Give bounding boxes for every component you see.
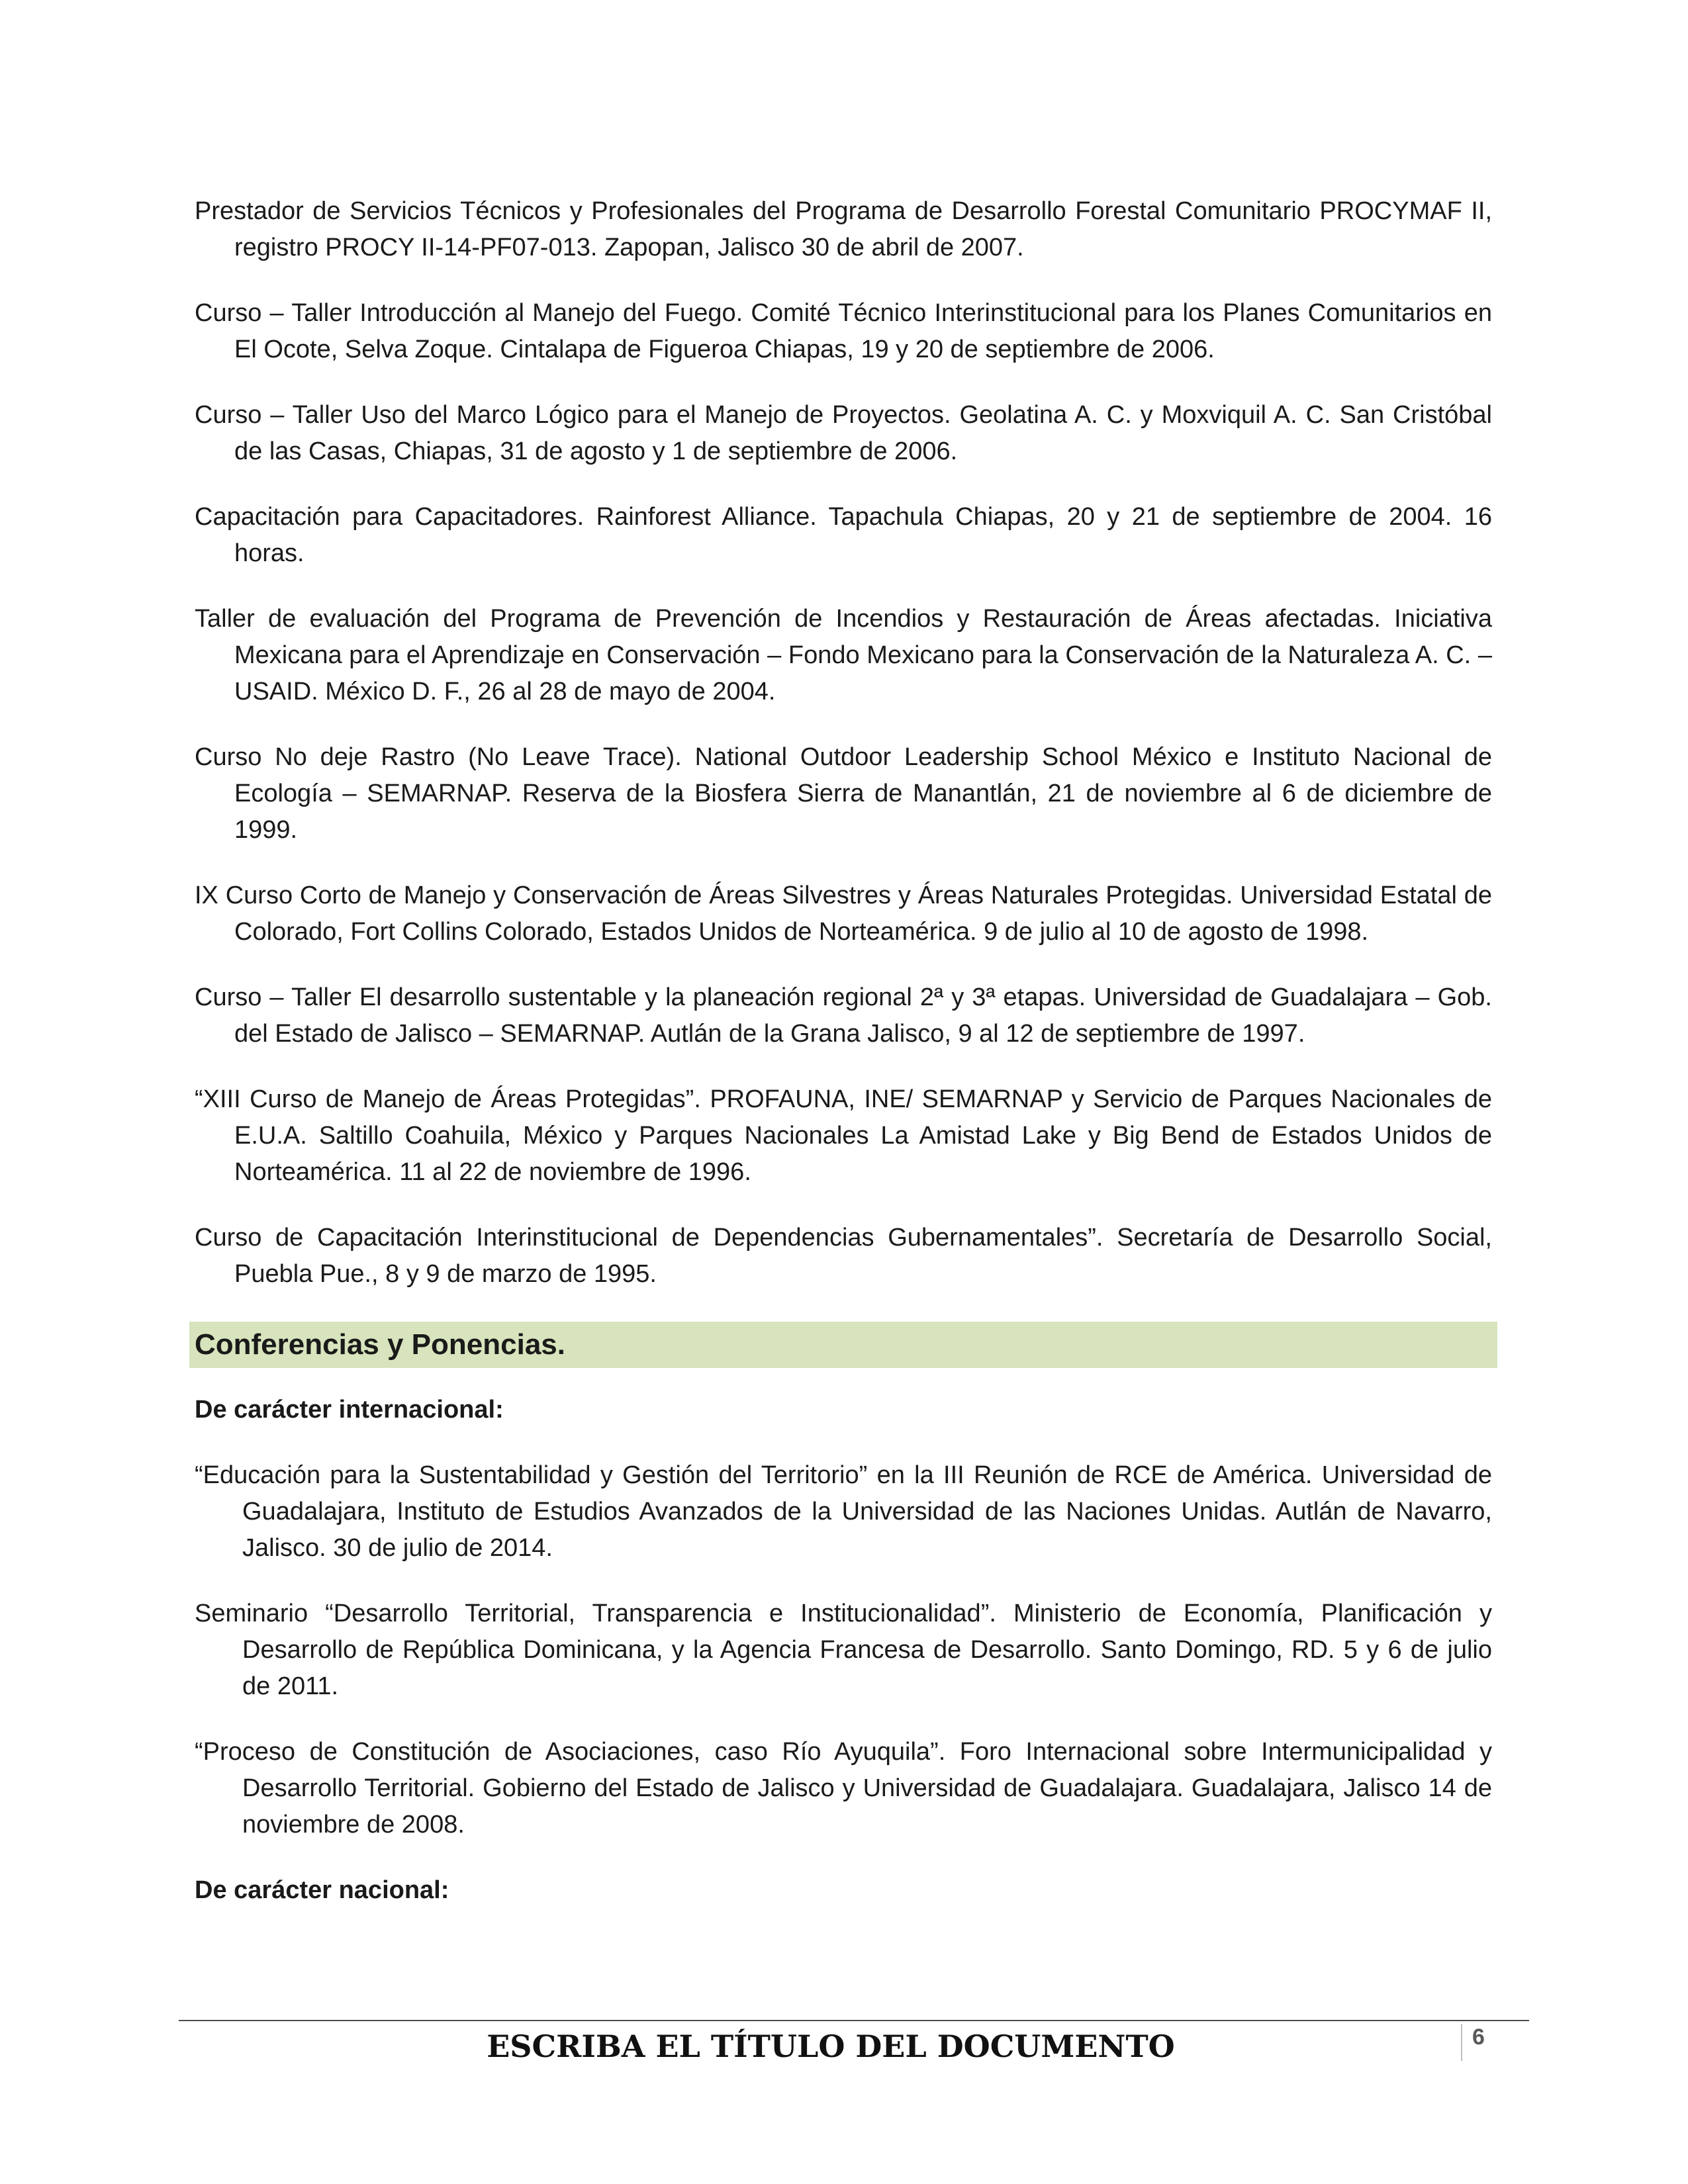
section-heading-conferencias: Conferencias y Ponencias. — [189, 1322, 1497, 1368]
training-entry: Prestador de Servicios Técnicos y Profesionales del Programa de Desarrollo Forestal Comunitario PROCYMAF II, registro PROCY II-14-PF07-013. Zapopan, Jalisco 30 de abril de 2007. — [195, 197, 1492, 261]
conference-entry: “Educación para la Sustentabilidad y Gestión del Territorio” en la III Reunión de RCE de América. Universidad de Guadalajara, Instituto de Estudios Avanzados de la Universidad de las Naciones Unidas. Autlán de Navarro, Jalisco. 30 de julio de 2014. — [195, 1461, 1492, 1562]
conference-entry: Seminario “Desarrollo Territorial, Transparencia e Institucionalidad”. Ministerio de Economía, Planificación y Desarrollo de República Dominicana, y la Agencia Francesa de Desarrollo. Santo Domingo, RD. 5 y 6 de julio de 2011. — [195, 1600, 1492, 1700]
footer-divider — [1461, 2024, 1462, 2061]
conference-entry: “Proceso de Constitución de Asociaciones, caso Río Ayuquila”. Foro Internacional sobre Intermunicipalidad y Desarrollo Territorial. Gobierno del Estado de Jalisco y Universidad de Guadalajara. Guadalajara, Jalisco 14 de noviembre de 2008. — [195, 1738, 1492, 1839]
page-number: 6 — [1472, 2025, 1485, 2050]
training-entry: Taller de evaluación del Programa de Prevención de Incendios y Restauración de Áreas afectadas. Iniciativa Mexicana para el Aprendizaje en Conservación – Fondo Mexicano para la Conservación de la Naturaleza A. C. – USAID. México D. F., 26 al 28 de mayo de 2004. — [195, 605, 1492, 705]
training-entry: IX Curso Corto de Manejo y Conservación de Áreas Silvestres y Áreas Naturales Protegidas. Universidad Estatal de Colorado, Fort Collins Colorado, Estados Unidos de Norteamérica. 9 de julio al 10 de agosto de 1998. — [195, 882, 1492, 946]
subheading-international: De carácter internacional: — [195, 1396, 504, 1424]
training-entry: “XIII Curso de Manejo de Áreas Protegidas”. PROFAUNA, INE/ SEMARNAP y Servicio de Parques Nacionales de E.U.A. Saltillo Coahuila, México y Parques Nacionales La Amistad Lake y Big Bend de Estados Unidos de Norteamérica. 11 al 22 de noviembre de 1996. — [195, 1085, 1492, 1186]
training-entry: Curso – Taller El desarrollo sustentable y la planeación regional 2ª y 3ª etapas. Universidad de Guadalajara – Gob. del Estado de Jalisco – SEMARNAP. Autlán de la Grana Jalisco, 9 al 12 de septiembre de 1997. — [195, 983, 1492, 1048]
training-entry: Capacitación para Capacitadores. Rainforest Alliance. Tapachula Chiapas, 20 y 21 de septiembre de 2004. 16 horas. — [195, 503, 1492, 567]
document-body — [195, 193, 1492, 1938]
training-entry: Curso No deje Rastro (No Leave Trace). National Outdoor Leadership School México e Instituto Nacional de Ecología – SEMARNAP. Reserva de la Biosfera Sierra de Manantlán, 21 de noviembre al 6 de diciembre de 1999. — [195, 743, 1492, 844]
footer-document-title: ESCRIBA EL TÍTULO DEL DOCUMENTO — [487, 2028, 1175, 2064]
footer-rule — [179, 2020, 1529, 2021]
training-entry: Curso – Taller Uso del Marco Lógico para el Manejo de Proyectos. Geolatina A. C. y Moxviquil A. C. San Cristóbal de las Casas, Chiapas, 31 de agosto y 1 de septiembre de 2006. — [195, 401, 1492, 465]
training-entry: Curso – Taller Introducción al Manejo del Fuego. Comité Técnico Interinstitucional para los Planes Comunitarios en El Ocote, Selva Zoque. Cintalapa de Figueroa Chiapas, 19 y 20 de septiembre de 2006. — [195, 299, 1492, 363]
training-entry: Curso de Capacitación Interinstitucional de Dependencias Gubernamentales”. Secretaría de Desarrollo Social, Puebla Pue., 8 y 9 de marzo de 1995. — [195, 1224, 1492, 1288]
subheading-national: De carácter nacional: — [195, 1876, 449, 1904]
